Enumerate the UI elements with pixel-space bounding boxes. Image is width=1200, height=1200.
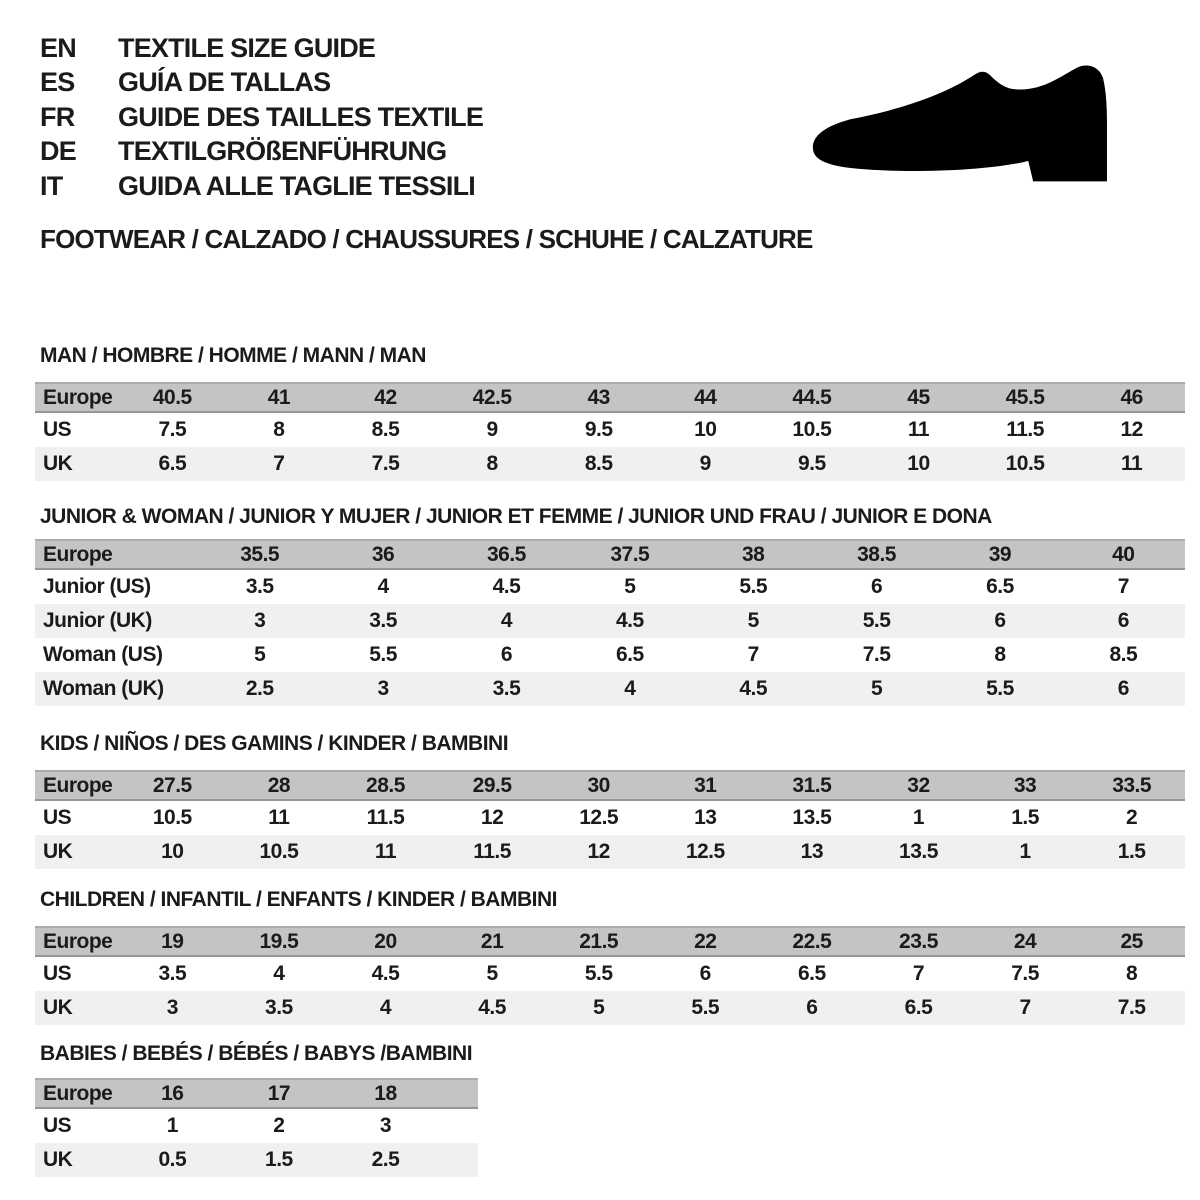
size-cell: 4.5 [478, 996, 506, 1019]
row-label-cell: UK [43, 1148, 73, 1171]
table-header-row [35, 770, 1185, 801]
size-cell: 5 [254, 643, 266, 666]
size-cell: 12 [480, 806, 504, 829]
size-cell: 18 [374, 1081, 397, 1105]
language-row-es [40, 66, 483, 101]
category-line: FOOTWEAR / CALZADO / CHAUSSURES / SCHUHE / CALZATURE [40, 224, 813, 254]
size-cell: 45 [907, 385, 930, 409]
size-cell: 3.5 [245, 575, 274, 598]
size-cell: 5 [486, 962, 498, 985]
size-cell: 1 [912, 806, 925, 829]
size-cell: 44 [694, 385, 717, 409]
table-header-row [35, 539, 1185, 570]
size-cell: 8 [1126, 962, 1138, 985]
size-cell: 3.5 [158, 962, 187, 985]
size-cell: 20 [374, 929, 397, 953]
size-cell: 31.5 [792, 773, 832, 797]
size-cell: 10 [161, 840, 184, 863]
language-row-it [40, 169, 483, 204]
size-cell: 19 [161, 929, 184, 953]
size-cell: 10.5 [152, 806, 192, 829]
size-table-babies [35, 1078, 478, 1177]
size-cell: 6 [870, 575, 883, 598]
row-label-cell: UK [43, 996, 73, 1019]
size-cell: 6.5 [986, 575, 1014, 598]
table-row-uk [35, 835, 1185, 869]
table-row-us [35, 1109, 478, 1143]
size-cell: 23.5 [899, 929, 938, 953]
header-language-list [40, 31, 483, 204]
section-title-babies: BABIES / BEBÉS / BÉBÉS / BABYS /BAMBINI [40, 1042, 473, 1065]
size-cell: 5 [593, 996, 605, 1019]
table-row-woman-uk [35, 672, 1185, 706]
size-cell: 36.5 [486, 542, 526, 566]
size-cell: 4 [273, 962, 285, 985]
size-cell: 45.5 [1005, 385, 1045, 409]
size-cell: 9.5 [584, 418, 613, 441]
size-cell: 1 [166, 1114, 178, 1137]
size-cell: 5 [624, 575, 636, 598]
size-cell: 10.5 [259, 840, 299, 863]
size-cell: 39 [988, 542, 1012, 566]
size-cell: 6.5 [615, 643, 644, 666]
language-code: EN [40, 32, 76, 63]
size-cell: 7.5 [862, 643, 891, 666]
size-cell: 1.5 [1011, 806, 1039, 829]
size-cell: 3.5 [369, 609, 397, 632]
section-title-kids: KIDS / NIÑOS / DES GAMINS / KINDER / BAMBINI [40, 732, 509, 755]
size-cell: 10 [907, 452, 930, 475]
row-label-cell: Europe [43, 385, 113, 409]
size-table-kids [35, 770, 1185, 869]
size-cell: 13.5 [899, 840, 938, 863]
size-cell: 17 [267, 1081, 291, 1105]
size-cell: 33 [1013, 773, 1037, 797]
size-table-children [35, 926, 1185, 1025]
size-cell: 5 [747, 609, 759, 632]
size-cell: 12 [587, 840, 610, 863]
size-cell: 3.5 [265, 996, 293, 1019]
language-code: IT [40, 170, 63, 201]
row-label-cell: Junior (US) [43, 575, 151, 598]
size-cell: 4.5 [615, 609, 644, 632]
size-cell: 28 [267, 773, 291, 797]
size-cell: 37.5 [610, 542, 650, 566]
size-cell: 8.5 [584, 452, 613, 475]
table-row-us [35, 801, 1185, 835]
table-row-us [35, 413, 1185, 447]
table-row-us [35, 957, 1185, 991]
row-label-cell: Europe [43, 542, 113, 566]
table-row-uk [35, 1143, 478, 1177]
row-label-cell: Junior (UK) [43, 609, 152, 632]
size-cell: 41 [267, 385, 291, 409]
size-cell: 22.5 [792, 929, 832, 953]
size-cell: 7 [912, 962, 925, 985]
size-cell: 30 [587, 773, 610, 797]
size-cell: 36 [371, 542, 395, 566]
size-cell: 32 [907, 773, 930, 797]
size-cell: 29.5 [472, 773, 512, 797]
row-label-cell: US [43, 1114, 72, 1137]
size-cell: 5.5 [862, 609, 891, 632]
size-cell: 27.5 [152, 773, 192, 797]
size-cell: 1.5 [265, 1148, 293, 1171]
table-header-row [35, 382, 1185, 413]
size-cell: 5.5 [986, 677, 1014, 700]
size-cell: 19.5 [259, 929, 299, 953]
size-cell: 2.5 [245, 677, 274, 700]
size-cell: 3 [166, 996, 178, 1019]
section-title-children: CHILDREN / INFANTIL / ENFANTS / KINDER / BAMBINI [40, 888, 557, 911]
size-cell: 10.5 [792, 418, 832, 441]
language-label: TEXTILE SIZE GUIDE [118, 32, 376, 63]
size-table-man [35, 382, 1185, 481]
row-label-cell: US [43, 962, 72, 985]
size-cell: 3 [379, 1114, 392, 1137]
size-cell: 2 [1126, 806, 1138, 829]
table-header-row [35, 926, 1185, 957]
size-cell: 6 [1117, 677, 1129, 700]
size-cell: 38.5 [857, 542, 896, 566]
size-cell: 2 [273, 1114, 285, 1137]
size-table-junior-woman [35, 539, 1185, 706]
size-cell: 7 [1019, 996, 1031, 1019]
size-cell: 46 [1120, 385, 1143, 409]
size-cell: 40 [1112, 542, 1135, 566]
size-cell: 7.5 [1011, 962, 1039, 985]
size-cell: 21 [480, 929, 504, 953]
size-cell: 25 [1120, 929, 1143, 953]
size-cell: 7 [747, 643, 759, 666]
language-code: ES [40, 67, 75, 98]
row-label-cell: Woman (US) [43, 643, 163, 666]
size-cell: 10 [694, 418, 717, 441]
row-label-cell: UK [43, 840, 73, 863]
size-cell: 6 [994, 609, 1006, 632]
size-cell: 3 [254, 609, 266, 632]
language-row-en [40, 31, 483, 66]
language-label: GUIDE DES TAILLES TEXTILE [118, 101, 484, 132]
size-cell: 7.5 [1117, 996, 1146, 1019]
size-cell: 5.5 [739, 575, 768, 598]
size-cell: 16 [161, 1081, 184, 1105]
size-cell: 7 [1117, 575, 1129, 598]
language-label: GUÍA DE TALLAS [118, 67, 331, 98]
size-cell: 5 [870, 677, 883, 700]
size-cell: 0.5 [158, 1148, 187, 1171]
size-cell: 38 [741, 542, 765, 566]
size-cell: 2.5 [371, 1148, 400, 1171]
row-label-cell: US [43, 418, 72, 441]
row-label-cell: Europe [43, 773, 113, 797]
size-cell: 11 [907, 418, 930, 441]
size-cell: 5.5 [691, 996, 720, 1019]
row-label-cell: Woman (UK) [43, 677, 164, 700]
size-cell: 31 [694, 773, 717, 797]
size-cell: 9 [699, 452, 711, 475]
row-label-cell: UK [43, 452, 73, 475]
size-cell: 4 [624, 677, 636, 700]
size-cell: 40.5 [152, 385, 192, 409]
language-row-de [40, 135, 483, 170]
size-cell: 8 [994, 643, 1006, 666]
size-cell: 6 [699, 962, 711, 985]
size-cell: 9 [486, 418, 498, 441]
language-code: FR [40, 101, 75, 132]
size-cell: 12.5 [685, 840, 725, 863]
size-cell: 42.5 [472, 385, 512, 409]
size-cell: 6.5 [158, 452, 187, 475]
size-cell: 8.5 [1109, 643, 1138, 666]
table-header-row [35, 1078, 478, 1109]
table-row-uk [35, 447, 1185, 481]
size-cell: 11 [268, 806, 290, 829]
table-row-uk [35, 991, 1185, 1025]
size-cell: 10.5 [1005, 452, 1045, 475]
size-cell: 11 [1121, 452, 1143, 475]
size-cell: 8.5 [371, 418, 400, 441]
size-cell: 28.5 [366, 773, 405, 797]
table-row-woman-us [35, 638, 1185, 672]
size-cell: 24 [1013, 929, 1037, 953]
size-cell: 3 [377, 677, 389, 700]
size-cell: 43 [587, 385, 610, 409]
size-cell: 6 [1117, 609, 1129, 632]
size-cell: 8 [273, 418, 285, 441]
size-cell: 22 [694, 929, 717, 953]
section-title-man: MAN / HOMBRE / HOMME / MANN / MAN [40, 344, 426, 367]
size-cell: 44.5 [792, 385, 832, 409]
size-cell: 4.5 [492, 575, 521, 598]
size-cell: 11.5 [473, 840, 511, 863]
size-cell: 35.5 [240, 542, 280, 566]
size-cell: 11 [374, 840, 397, 863]
size-cell: 7.5 [158, 418, 187, 441]
size-cell: 6 [806, 996, 818, 1019]
size-cell: 3.5 [492, 677, 521, 700]
size-cell: 12.5 [579, 806, 619, 829]
size-cell: 33.5 [1112, 773, 1152, 797]
table-row-junior-us [35, 570, 1185, 604]
size-cell: 6 [500, 643, 513, 666]
language-label: GUIDA ALLE TAGLIE TESSILI [118, 170, 475, 201]
size-cell: 11.5 [366, 806, 405, 829]
size-cell: 11.5 [1006, 418, 1044, 441]
section-title-junior-woman: JUNIOR & WOMAN / JUNIOR Y MUJER / JUNIOR ET FEMME / JUNIOR UND FRAU / JUNIOR E DONA [40, 505, 992, 528]
language-label: TEXTILGRÖßENFÜHRUNG [118, 136, 447, 167]
size-cell: 1 [1019, 840, 1031, 863]
size-cell: 6.5 [904, 996, 933, 1019]
size-cell: 12 [1120, 418, 1143, 441]
size-cell: 21.5 [579, 929, 619, 953]
row-label-cell: Europe [43, 1081, 113, 1105]
language-row-fr [40, 100, 483, 135]
shoe-silhouette-icon [800, 62, 1140, 192]
row-label-cell: Europe [43, 929, 113, 953]
language-code: DE [40, 136, 76, 167]
size-cell: 4 [500, 609, 513, 632]
size-cell: 5.5 [584, 962, 613, 985]
row-label-cell: US [43, 806, 72, 829]
size-cell: 13.5 [792, 806, 832, 829]
size-cell: 13 [800, 840, 824, 863]
size-cell: 7.5 [371, 452, 400, 475]
size-cell: 42 [374, 385, 397, 409]
size-cell: 4.5 [739, 677, 768, 700]
size-cell: 4 [377, 575, 389, 598]
size-cell: 9.5 [798, 452, 826, 475]
size-cell: 4 [379, 996, 392, 1019]
size-cell: 1.5 [1117, 840, 1146, 863]
size-cell: 8 [486, 452, 498, 475]
size-cell: 4.5 [371, 962, 400, 985]
size-cell: 13 [694, 806, 717, 829]
size-cell: 5.5 [369, 643, 397, 666]
size-cell: 7 [273, 452, 285, 475]
size-cell: 6.5 [798, 962, 826, 985]
table-row-junior-uk [35, 604, 1185, 638]
